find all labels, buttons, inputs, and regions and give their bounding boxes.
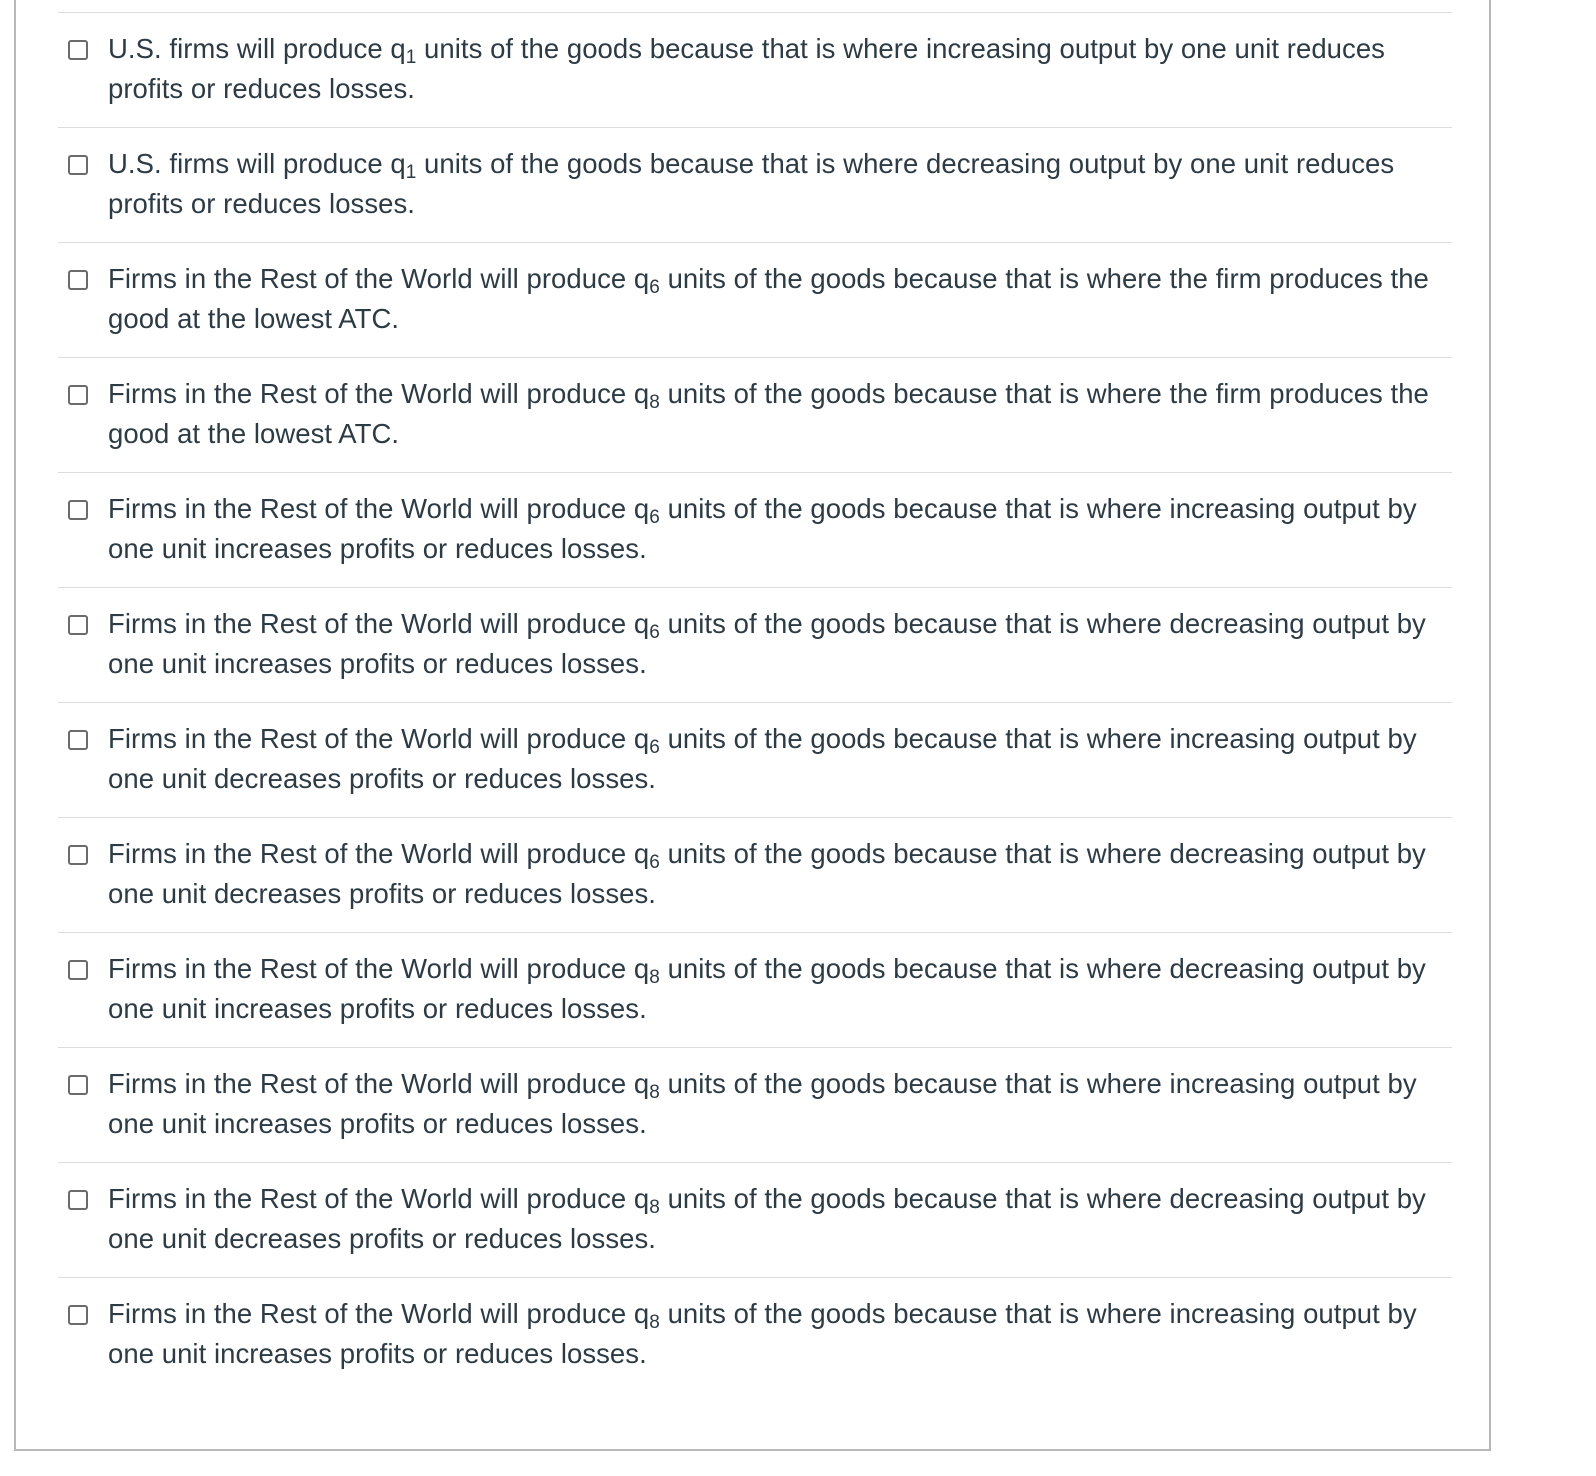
answer-text-post: units of the goods because that is where the firm produces the good at the lowest ATC. <box>108 263 1429 334</box>
answer-label-6[interactable] <box>108 604 1433 684</box>
answer-text-post: units of the goods because that is where increasing output by one unit increases profits or reduces losses. <box>108 1068 1417 1139</box>
subscript-index: 6 <box>649 622 660 643</box>
subscript-index: 8 <box>649 1197 660 1218</box>
subscript-index: 6 <box>649 852 660 873</box>
answer-option-10[interactable] <box>58 1047 1452 1162</box>
answer-text-pre: Firms in the Rest of the World will produce q <box>108 953 650 984</box>
answer-label-11[interactable] <box>108 1179 1433 1259</box>
answer-option-1[interactable] <box>58 12 1452 127</box>
answer-text-pre: Firms in the Rest of the World will produce q <box>108 1298 650 1329</box>
answer-checkbox-7[interactable] <box>68 730 88 750</box>
answer-option-11[interactable] <box>58 1162 1452 1277</box>
answer-text-post: units of the goods because that is where increasing output by one unit decreases profits or reduces losses. <box>108 723 1417 794</box>
subscript-index: 8 <box>649 967 660 988</box>
answer-text-pre: Firms in the Rest of the World will produce q <box>108 723 650 754</box>
answer-label-2[interactable] <box>108 144 1433 224</box>
answer-text-pre: Firms in the Rest of the World will produce q <box>108 493 650 524</box>
answer-checkbox-8[interactable] <box>68 845 88 865</box>
answer-label-1[interactable] <box>108 29 1433 109</box>
answer-checkbox-9[interactable] <box>68 960 88 980</box>
answer-option-6[interactable] <box>58 587 1452 702</box>
subscript-index: 8 <box>649 392 660 413</box>
answer-label-5[interactable] <box>108 489 1433 569</box>
answer-text-pre: Firms in the Rest of the World will produce q <box>108 378 650 409</box>
answer-checkbox-5[interactable] <box>68 500 88 520</box>
answer-option-2[interactable] <box>58 127 1452 242</box>
subscript-index: 6 <box>649 277 660 298</box>
answer-text-pre: U.S. firms will produce q <box>108 148 406 179</box>
answer-text-pre: Firms in the Rest of the World will produce q <box>108 1068 650 1099</box>
answer-option-3[interactable] <box>58 242 1452 357</box>
subscript-index: 6 <box>649 507 660 528</box>
answer-option-4[interactable] <box>58 357 1452 472</box>
subscript-index: 8 <box>649 1312 660 1333</box>
answer-text-post: units of the goods because that is where decreasing output by one unit decreases profits or reduces losses. <box>108 838 1426 909</box>
answer-text-post: units of the goods because that is where increasing output by one unit reduces profits or reduces losses. <box>108 33 1385 104</box>
answer-label-7[interactable] <box>108 719 1433 799</box>
answer-text-pre: Firms in the Rest of the World will produce q <box>108 263 650 294</box>
answer-text-pre: Firms in the Rest of the World will produce q <box>108 838 650 869</box>
answer-text-pre: Firms in the Rest of the World will produce q <box>108 608 650 639</box>
answer-text-pre: U.S. firms will produce q <box>108 33 406 64</box>
subscript-index: 6 <box>649 737 660 758</box>
answer-option-5[interactable] <box>58 472 1452 587</box>
answer-checkbox-4[interactable] <box>68 385 88 405</box>
answer-text-post: units of the goods because that is where decreasing output by one unit increases profits or reduces losses. <box>108 953 1426 1024</box>
answer-text-post: units of the goods because that is where the firm produces the good at the lowest ATC. <box>108 378 1429 449</box>
answer-option-8[interactable] <box>58 817 1452 932</box>
answer-label-10[interactable] <box>108 1064 1433 1144</box>
answer-list <box>58 12 1452 1392</box>
answer-checkbox-3[interactable] <box>68 270 88 290</box>
answer-text-post: units of the goods because that is where decreasing output by one unit decreases profits or reduces losses. <box>108 1183 1426 1254</box>
answer-label-3[interactable] <box>108 259 1433 339</box>
answer-label-4[interactable] <box>108 374 1433 454</box>
answer-option-12[interactable] <box>58 1277 1452 1392</box>
answer-label-12[interactable] <box>108 1294 1433 1374</box>
answer-text-pre: Firms in the Rest of the World will produce q <box>108 1183 650 1214</box>
answer-checkbox-1[interactable] <box>68 40 88 60</box>
answer-text-post: units of the goods because that is where decreasing output by one unit reduces profits or reduces losses. <box>108 148 1395 219</box>
answer-checkbox-10[interactable] <box>68 1075 88 1095</box>
answer-label-8[interactable] <box>108 834 1433 914</box>
answer-label-9[interactable] <box>108 949 1433 1029</box>
answer-checkbox-11[interactable] <box>68 1190 88 1210</box>
subscript-index: 1 <box>405 162 417 183</box>
answer-text-post: units of the goods because that is where increasing output by one unit increases profits or reduces losses. <box>108 493 1417 564</box>
answer-option-9[interactable] <box>58 932 1452 1047</box>
answer-checkbox-2[interactable] <box>68 155 88 175</box>
answer-option-7[interactable] <box>58 702 1452 817</box>
subscript-index: 8 <box>649 1082 660 1103</box>
answer-checkbox-6[interactable] <box>68 615 88 635</box>
answer-text-post: units of the goods because that is where increasing output by one unit increases profits or reduces losses. <box>108 1298 1417 1369</box>
answer-checkbox-12[interactable] <box>68 1305 88 1325</box>
subscript-index: 1 <box>405 47 417 68</box>
answer-text-post: units of the goods because that is where decreasing output by one unit increases profits or reduces losses. <box>108 608 1426 679</box>
question-panel <box>14 0 1491 1451</box>
